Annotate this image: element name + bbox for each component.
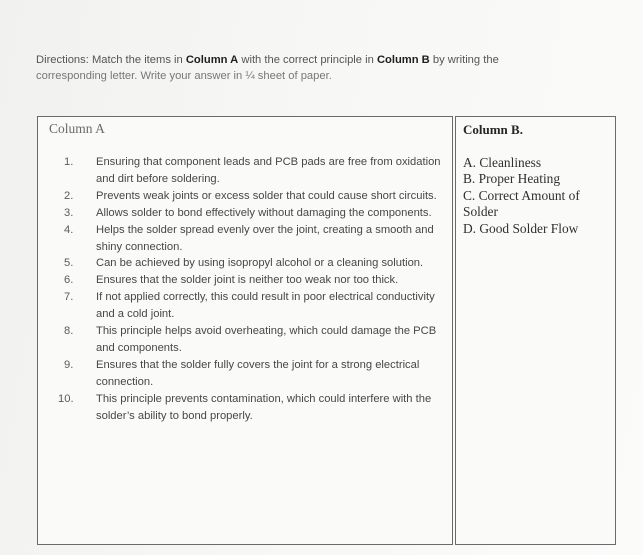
item-number: 4. [64,223,74,236]
item-number: 6. [64,274,74,287]
column-a-item [58,391,449,425]
column-b-list [463,155,613,237]
item-number: 2. [64,189,74,202]
directions-suffix: by writing the [429,54,499,66]
item-text: Can be achieved by using isopropyl alcohol or a cleaning solution. [96,257,424,270]
column-a-box [37,116,453,545]
item-number: 3. [64,206,74,219]
column-a-item [64,188,449,205]
column-b-box [455,116,616,545]
column-b-item-proper-heating: B. Proper Heating [463,171,561,187]
column-a-title: Column A [49,121,105,136]
item-text: Prevents weak joints or excess solder that could cause short circuits. [96,189,437,202]
directions-column-a-ref: Column A [185,54,239,66]
directions-middle: with the correct principle in [238,54,377,66]
item-number: 1. [64,156,74,168]
column-a-item [64,323,449,357]
column-b-title: Column B. [463,122,523,137]
directions-line-2: corresponding letter. Write your answer in ¼ sheet of paper. [36,70,332,82]
item-number: 10. [58,392,74,405]
item-text: If not applied correctly, this could result in poor electrical conductivity and a cold joint. [96,291,435,321]
item-text: Ensuring that component leads and PCB pads are free from oxidation and dirt before soldering. [96,156,441,185]
column-a-item [64,255,449,272]
column-a-item [64,205,449,222]
column-a-item [64,272,449,289]
column-b-item-cleanliness: A. Cleanliness [463,155,542,170]
column-a-item [64,222,449,256]
item-text: Helps the solder spread evenly over the joint, creating a smooth and shiny connection. [96,223,434,253]
item-text: Ensures that the solder joint is neither too weak nor too thick. [96,274,399,287]
column-a-item [64,154,449,188]
item-text: Ensures that the solder fully covers the joint for a strong electrical connection. [96,358,420,388]
directions-text [36,52,596,84]
item-text: This principle prevents contamination, which could interfere with the solder’s ability to bond properly. [96,392,432,422]
item-number: 9. [64,358,74,371]
column-b-item-good-flow: D. Good Solder Flow [463,220,579,236]
item-number: 5. [64,257,74,270]
item-number: 8. [64,325,74,338]
column-a-item [64,289,449,323]
column-a-list [58,154,449,425]
directions-prefix: Directions: Match the items in [36,54,186,66]
directions-column-b-ref: Column B [376,54,430,66]
column-a-item [64,357,449,391]
item-text: This principle helps avoid overheating, which could damage the PCB and components. [96,325,437,354]
item-number: 7. [64,291,74,304]
column-b-item-correct-amount: C. Correct Amount of Solder [463,187,580,220]
item-text: Allows solder to bond effectively without damaging the components. [96,206,432,219]
